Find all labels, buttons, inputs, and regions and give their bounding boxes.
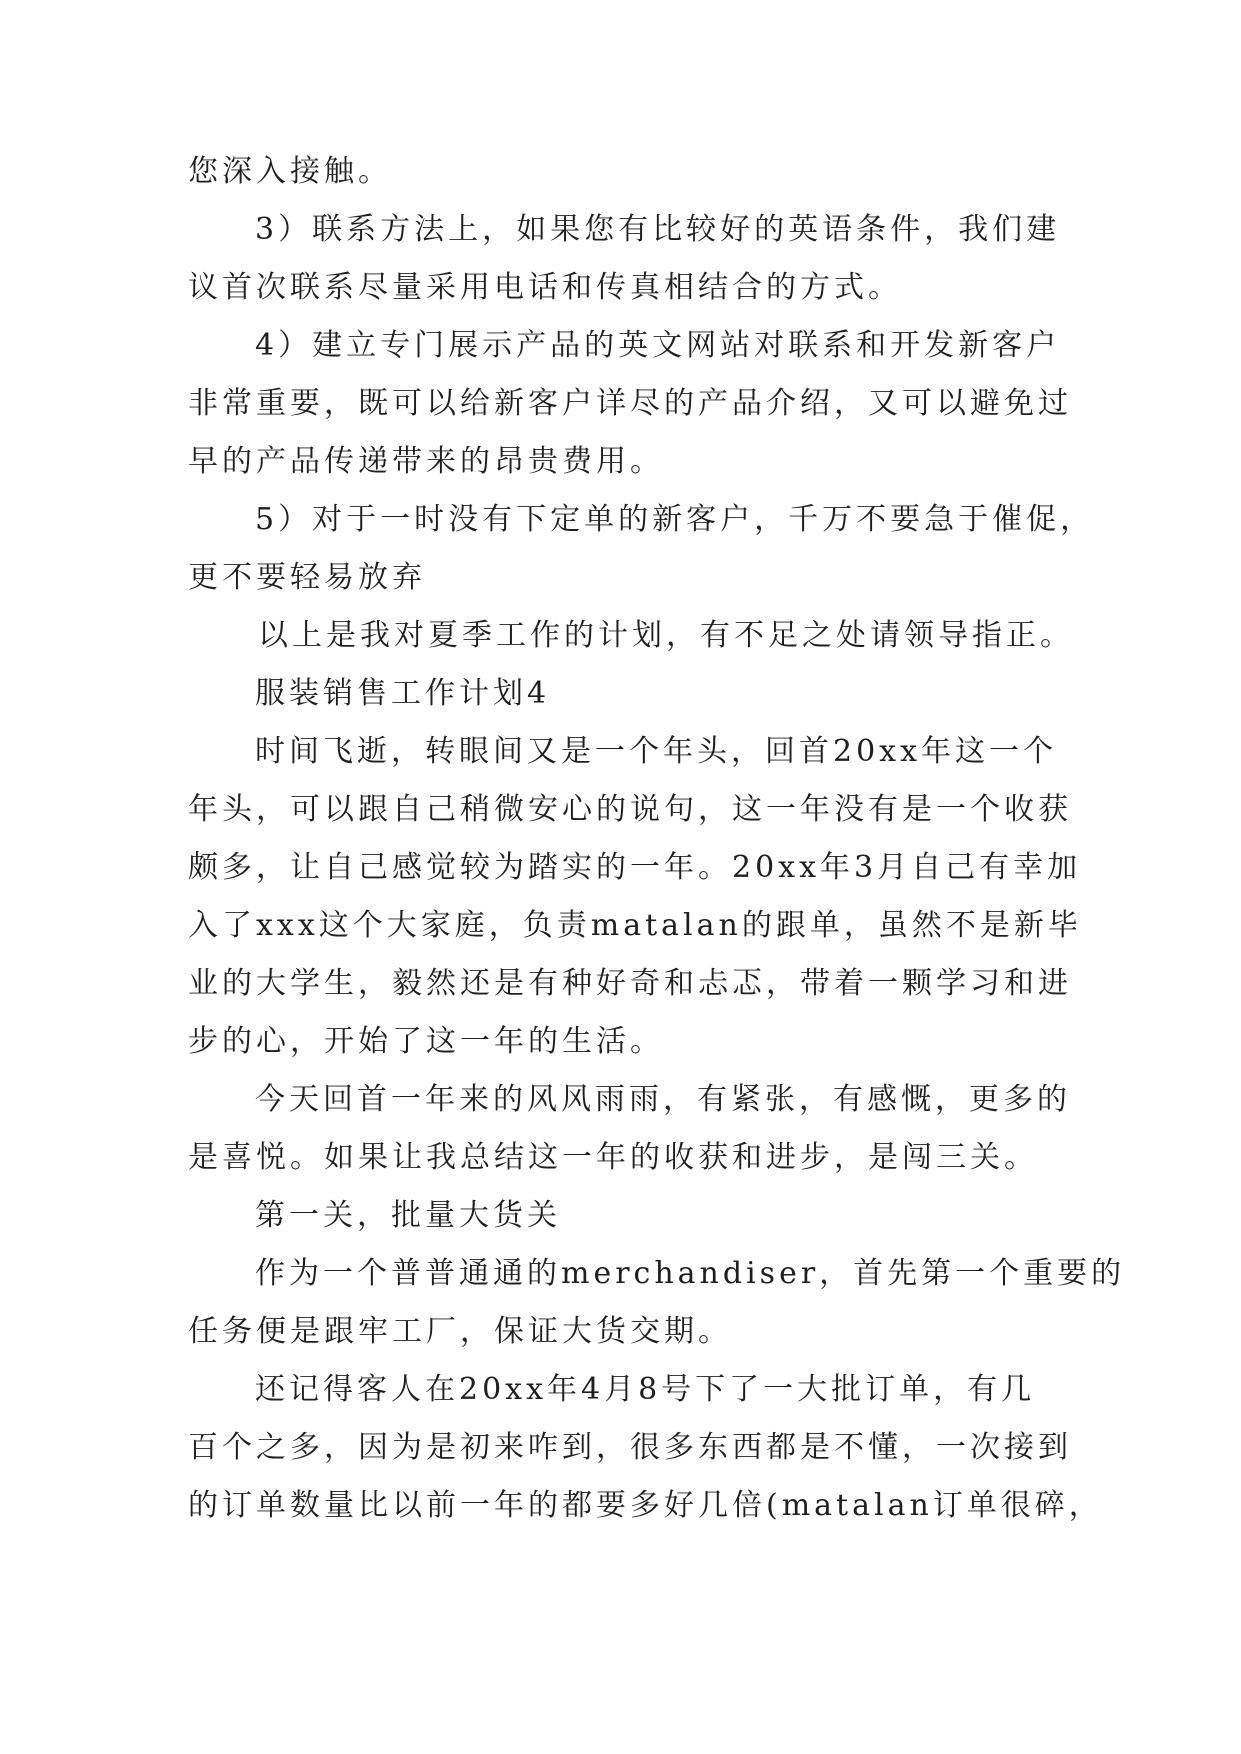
text-line: 以上是我对夏季工作的计划，有不足之处请领导指正。 [258, 618, 1074, 653]
text-line: 作为一个普普通通的merchandiser，首先第一个重要的 [255, 1256, 1126, 1291]
text-line: 年头，可以跟自己稍微安心的说句，这一年没有是一个收获 [188, 792, 1072, 827]
text-line: 的订单数量比以前一年的都要多好几倍(matalan订单很碎， [188, 1488, 1103, 1523]
text-line: 更不要轻易放弃 [188, 560, 426, 595]
text-line: 百个之多，因为是初来咋到，很多东西都是不懂，一次接到 [188, 1430, 1072, 1465]
text-line: 早的产品传递带来的昂贵费用。 [188, 444, 664, 479]
text-line: 时间飞逝，转眼间又是一个年头，回首20xx年这一个 [255, 734, 1058, 769]
text-line: 入了xxx这个大家庭，负责matalan的跟单，虽然不是新毕 [188, 908, 1082, 943]
text-line: 议首次联系尽量采用电话和传真相结合的方式。 [188, 270, 902, 305]
text-line: 业的大学生，毅然还是有种好奇和忐忑，带着一颗学习和进 [188, 966, 1072, 1001]
text-line: 4）建立专门展示产品的英文网站对联系和开发新客户 [255, 328, 1061, 363]
text-line: 任务便是跟牢工厂，保证大货交期。 [188, 1314, 732, 1349]
section-heading: 服装销售工作计划4 [255, 676, 551, 711]
text-line: 5）对于一时没有下定单的新客户，千万不要急于催促， [255, 502, 1095, 537]
subsection-heading: 第一关，批量大货关 [255, 1198, 561, 1233]
text-line: 今天回首一年来的风风雨雨，有紧张，有感慨，更多的 [255, 1082, 1071, 1117]
text-line: 是喜悦。如果让我总结这一年的收获和进步，是闯三关。 [188, 1140, 1038, 1175]
text-line: 还记得客人在20xx年4月8号下了一大批订单，有几 [255, 1372, 1036, 1407]
text-line: 颇多，让自己感觉较为踏实的一年。20xx年3月自己有幸加 [188, 850, 1082, 885]
text-line: 步的心，开始了这一年的生活。 [188, 1024, 664, 1059]
text-line: 非常重要，既可以给新客户详尽的产品介绍，又可以避免过 [188, 386, 1072, 421]
text-line: 您深入接触。 [188, 154, 392, 189]
text-line: 3）联系方法上，如果您有比较好的英语条件，我们建 [255, 212, 1061, 247]
